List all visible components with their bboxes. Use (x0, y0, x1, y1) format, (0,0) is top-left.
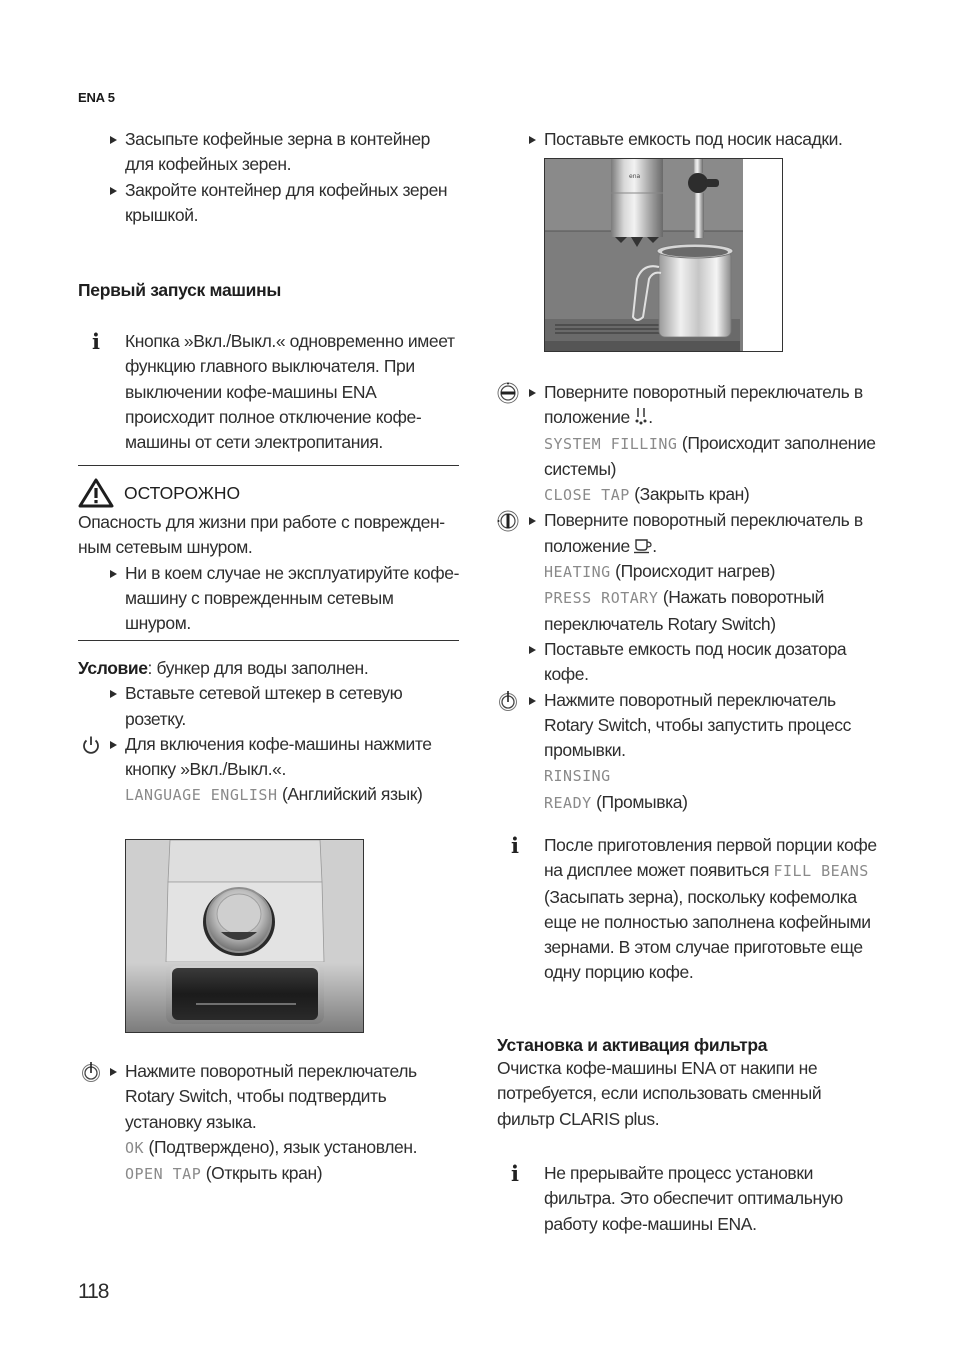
step-text: Нажмите поворотный переключатель Rotary Switch, чтобы подтвердить установку языка. (125, 1061, 417, 1132)
page-number: 118 (78, 1280, 109, 1303)
info-icon: i (92, 329, 100, 354)
step-text: Поверните поворотный переключатель в положение (544, 382, 863, 428)
step-text: Нажмите поворотный переключатель Rotary Switch, чтобы запустить процесс промывки. (544, 689, 851, 761)
info-row (497, 1161, 882, 1237)
filter-text: Очистка кофе-машины ENA от накипи не потребуется, если использовать сменный фильтр CLARIS plus. (497, 1058, 822, 1129)
display-note: (Нажать поворотный переключатель Rotary Switch) (544, 587, 825, 634)
rotary-switch-illustration (125, 839, 364, 1033)
bullet-triangle-icon (110, 1068, 117, 1076)
list-item (497, 688, 882, 816)
bullet-triangle-icon (529, 697, 536, 705)
rotary-right-icon (497, 510, 519, 532)
info-icon: i (511, 1161, 519, 1186)
list-item (497, 637, 882, 688)
bullet-triangle-icon (110, 690, 117, 698)
info-row (78, 329, 460, 455)
display-note: (Открыть кран) (201, 1163, 323, 1184)
section-title-filter: Установка и активация фильтра (497, 1035, 768, 1055)
filter-section (497, 1035, 882, 1132)
step-text: Засыпьте кофейные зерна в контейнер для кофейных зерен. (125, 129, 431, 175)
condition-and-steps (78, 656, 460, 809)
rotary-left-icon (497, 382, 519, 404)
right-steps (497, 380, 882, 816)
info-text: Кнопка »Вкл./Выкл.« одновременно имеет функцию главного выключателя. При выключении кофе-машины ENA происходит полное отключение кофе-машины от сети электропитания. (125, 331, 455, 453)
condition-label: Условие (78, 658, 148, 678)
power-icon (80, 734, 102, 756)
list-item (78, 681, 460, 732)
step-text: Для включения кофе-машины нажмите кнопку »Вкл./Выкл.«. (125, 733, 432, 780)
display-message: OPEN TAP (125, 1165, 202, 1184)
warning-text: Опасность для жизни при работе с поврежден-ным сетевым шнуром. (78, 512, 445, 558)
document-header-model: ENA 5 (78, 90, 115, 105)
list-item (497, 380, 882, 508)
rotary-switch-image (126, 840, 363, 1032)
display-message: FILL BEANS (773, 862, 869, 881)
display-message: HEATING (544, 563, 611, 582)
info-note-filter (497, 1161, 882, 1237)
display-note: (Английский язык) (277, 784, 423, 805)
bullet-triangle-icon (110, 136, 117, 144)
info-text: Не прерывайте процесс установки фильтра. Это обеспечит оптимальную работу кофе-машины ENA. (544, 1163, 843, 1234)
display-message: READY (544, 793, 592, 812)
intro-steps (78, 127, 460, 228)
info-icon: i (511, 833, 519, 858)
display-message: RINSING (544, 767, 611, 786)
bullet-triangle-icon (110, 570, 117, 578)
info-note (78, 329, 460, 455)
info-note-fill-beans (497, 833, 882, 986)
display-message: OK (125, 1138, 145, 1157)
water-symbol-icon (634, 407, 648, 425)
warning-step (78, 561, 460, 637)
display-note: (Промывка) (591, 791, 688, 812)
punctuation: . (648, 407, 653, 428)
step-text: Закройте контейнер для кофейных зерен крышкой. (125, 179, 448, 225)
container-step (497, 127, 882, 152)
condition-line (78, 656, 460, 681)
display-message: PRESS ROTARY (544, 589, 659, 608)
confirm-language-step (78, 1059, 460, 1187)
info-row (497, 833, 882, 986)
coffee-machine-illustration (544, 158, 783, 352)
warning-title: ОСТОРОЖНО (124, 482, 241, 503)
info-text: (Засыпать зерна), поскольку кофемолка еще не полностью заполнена кофейными зернами. В этом случае приготовьте еще одну порцию кофе. (544, 886, 871, 983)
list-item (78, 178, 460, 229)
display-note: (Происходит заполнение системы) (544, 432, 876, 479)
step-text: Ни в коем случае не эксплуатируйте кофе-машину с поврежденным сетевым шнуром. (125, 562, 459, 634)
display-message: LANGUAGE ENGLISH (125, 786, 278, 805)
condition-text: : бункер для воды заполнен. (147, 658, 369, 678)
list-item (497, 508, 882, 636)
bullet-triangle-icon (110, 187, 117, 195)
step-text: Поставьте емкость под носик дозатора кофе. (544, 638, 847, 685)
brand-label: ena (629, 173, 641, 180)
display-message: CLOSE TAP (544, 486, 630, 505)
bullet-triangle-icon (529, 517, 536, 525)
bullet-triangle-icon (529, 646, 536, 654)
display-message: SYSTEM FILLING (544, 434, 678, 453)
info-text: После приготовления первой порции кофе на дисплее может появиться (544, 835, 877, 881)
bullet-triangle-icon (529, 136, 536, 144)
bullet-triangle-icon (529, 389, 536, 397)
cup-symbol-icon (634, 538, 652, 554)
divider (78, 465, 459, 466)
display-note: (Подтверждено), язык установлен. (144, 1136, 418, 1157)
warning-box (78, 478, 460, 636)
step-text: Вставьте сетевой штекер в сетевую розетку. (125, 683, 403, 729)
divider (78, 640, 459, 641)
list-item (497, 127, 882, 152)
punctuation: . (652, 535, 657, 556)
coffee-machine-with-jug-image (545, 159, 782, 351)
rotary-press-icon (497, 690, 519, 712)
list-item (78, 1059, 460, 1187)
rotary-press-icon (80, 1061, 102, 1083)
display-note: (Происходит нагрев) (610, 561, 776, 582)
display-note: (Закрыть кран) (629, 484, 750, 505)
section-title-first-start: Первый запуск машины (78, 280, 282, 300)
warning-header (78, 478, 460, 508)
list-item (78, 127, 460, 178)
step-text: Поставьте емкость под носик насадки. (544, 129, 843, 149)
warning-triangle-icon (78, 478, 114, 508)
list-item (78, 732, 460, 809)
bullet-triangle-icon (110, 741, 117, 749)
step-text: Поверните поворотный переключатель в положение (544, 510, 863, 556)
